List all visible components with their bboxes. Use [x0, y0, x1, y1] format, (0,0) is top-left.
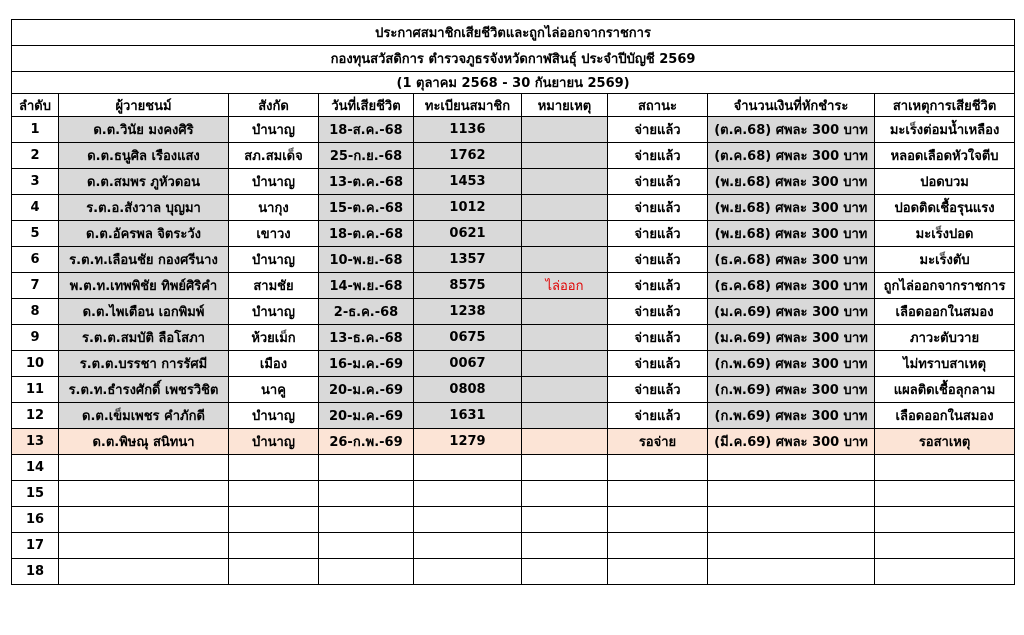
table-row [12, 273, 1015, 299]
cell-cause: ไม่ทราบสาเหตุ [875, 351, 1015, 377]
cell-empty [229, 481, 319, 507]
cell-cause: เลือดออกในสมอง [875, 299, 1015, 325]
cell-name: ด.ต.ธนูศิล เรืองแสง [59, 143, 229, 169]
cell-empty [414, 481, 522, 507]
empty-table-row [12, 481, 1015, 507]
cell-unit: บำนาญ [229, 169, 319, 195]
cell-empty [522, 507, 608, 533]
cell-member-id: 1012 [414, 195, 522, 221]
cell-cause: ปอดบวม [875, 169, 1015, 195]
cell-unit: เมือง [229, 351, 319, 377]
cell-member-id: 1279 [414, 429, 522, 455]
cell-member-id: 0067 [414, 351, 522, 377]
cell-death-date: 26-ก.พ.-69 [319, 429, 414, 455]
cell-member-id: 0621 [414, 221, 522, 247]
cell-cause: มะเร็งปอด [875, 221, 1015, 247]
table-row [12, 299, 1015, 325]
cell-unit: สามชัย [229, 273, 319, 299]
announcement-sheet [11, 19, 1014, 585]
cell-no: 4 [12, 195, 59, 221]
cell-status: จ่ายแล้ว [608, 169, 708, 195]
cell-member-id: 1453 [414, 169, 522, 195]
cell-death-date: 25-ก.ย.-68 [319, 143, 414, 169]
cell-no: 13 [12, 429, 59, 455]
cell-cause: มะเร็งตับ [875, 247, 1015, 273]
cell-name: ด.ต.วินัย มงคงศิริ [59, 117, 229, 143]
cell-no: 8 [12, 299, 59, 325]
cell-note [522, 221, 608, 247]
cell-status: จ่ายแล้ว [608, 299, 708, 325]
cell-empty [59, 507, 229, 533]
cell-empty [708, 559, 875, 585]
cell-name: ร.ต.ท.เลือนชัย กองศรีนาง [59, 247, 229, 273]
cell-name: ด.ต.อัครพล จิตระวัง [59, 221, 229, 247]
cell-empty [708, 455, 875, 481]
cell-cause: มะเร็งต่อมน้ำเหลือง [875, 117, 1015, 143]
cell-amount: (ก.พ.69) ศพละ 300 บาท [708, 377, 875, 403]
cell-empty [59, 559, 229, 585]
cell-unit: นาคู [229, 377, 319, 403]
cell-amount: (ก.พ.69) ศพละ 300 บาท [708, 351, 875, 377]
cell-death-date: 2-ธ.ค.-68 [319, 299, 414, 325]
cell-empty [414, 507, 522, 533]
cell-no: 15 [12, 481, 59, 507]
cell-cause: รอสาเหตุ [875, 429, 1015, 455]
table-row [12, 247, 1015, 273]
cell-cause: เลือดออกในสมอง [875, 403, 1015, 429]
cell-status: จ่ายแล้ว [608, 117, 708, 143]
cell-name: ร.ต.ต.สมบัติ ลือโสภา [59, 325, 229, 351]
cell-empty [229, 533, 319, 559]
cell-death-date: 18-ต.ค.-68 [319, 221, 414, 247]
cell-amount: (พ.ย.68) ศพละ 300 บาท [708, 195, 875, 221]
cell-empty [414, 533, 522, 559]
cell-note [522, 195, 608, 221]
cell-cause: หลอดเลือดหัวใจตีบ [875, 143, 1015, 169]
cell-empty [229, 559, 319, 585]
cell-status: จ่ายแล้ว [608, 195, 708, 221]
cell-status: จ่ายแล้ว [608, 351, 708, 377]
table-row [12, 403, 1015, 429]
cell-member-id: 1238 [414, 299, 522, 325]
cell-empty [875, 559, 1015, 585]
cell-note [522, 403, 608, 429]
table-row [12, 377, 1015, 403]
cell-status: จ่ายแล้ว [608, 247, 708, 273]
cell-empty [708, 507, 875, 533]
cell-note [522, 247, 608, 273]
cell-member-id: 0808 [414, 377, 522, 403]
cell-name: ด.ต.เข็มเพชร คำภักดี [59, 403, 229, 429]
table-row [12, 325, 1015, 351]
cell-note [522, 377, 608, 403]
cell-status: จ่ายแล้ว [608, 403, 708, 429]
cell-amount: (ก.พ.69) ศพละ 300 บาท [708, 403, 875, 429]
cell-empty [608, 455, 708, 481]
cell-empty [229, 507, 319, 533]
cell-death-date: 16-ม.ค.-69 [319, 351, 414, 377]
empty-table-row [12, 507, 1015, 533]
table-body [12, 117, 1015, 585]
cell-unit: นากุง [229, 195, 319, 221]
cell-no: 6 [12, 247, 59, 273]
cell-empty [319, 481, 414, 507]
cell-amount: (ม.ค.69) ศพละ 300 บาท [708, 299, 875, 325]
cell-no: 12 [12, 403, 59, 429]
cell-no: 2 [12, 143, 59, 169]
cell-amount: (ต.ค.68) ศพละ 300 บาท [708, 143, 875, 169]
table-row [12, 429, 1015, 455]
cell-name: ร.ต.ต.บรรชา การรัศมี [59, 351, 229, 377]
col-header-member-id: ทะเบียนสมาชิก [414, 94, 522, 117]
cell-empty [608, 559, 708, 585]
cell-amount: (ธ.ค.68) ศพละ 300 บาท [708, 247, 875, 273]
column-header-row [12, 94, 1015, 117]
cell-no: 16 [12, 507, 59, 533]
cell-note [522, 351, 608, 377]
cell-no: 7 [12, 273, 59, 299]
cell-note [522, 325, 608, 351]
cell-cause: ภาวะตับวาย [875, 325, 1015, 351]
cell-status: จ่ายแล้ว [608, 221, 708, 247]
cell-amount: (ม.ค.69) ศพละ 300 บาท [708, 325, 875, 351]
cell-name: ร.ต.อ.สังวาล บุญมา [59, 195, 229, 221]
cell-empty [875, 507, 1015, 533]
cell-empty [608, 533, 708, 559]
members-table [11, 19, 1015, 585]
cell-no: 3 [12, 169, 59, 195]
cell-empty [59, 455, 229, 481]
empty-table-row [12, 559, 1015, 585]
cell-empty [319, 559, 414, 585]
cell-amount: (ต.ค.68) ศพละ 300 บาท [708, 117, 875, 143]
table-row [12, 143, 1015, 169]
cell-empty [319, 507, 414, 533]
cell-unit: บำนาญ [229, 117, 319, 143]
cell-member-id: 0675 [414, 325, 522, 351]
cell-member-id: 1631 [414, 403, 522, 429]
cell-member-id: 1357 [414, 247, 522, 273]
page-subtitle: กองทุนสวัสดิการ ตำรวจภูธรจังหวัดกาฬสินธุ์ ประจำปีบัญชี 2569 [12, 46, 1015, 72]
cell-note [522, 117, 608, 143]
cell-note [522, 299, 608, 325]
cell-death-date: 13-ต.ค.-68 [319, 169, 414, 195]
cell-no: 18 [12, 559, 59, 585]
cell-note [522, 169, 608, 195]
col-header-no: ลำดับ [12, 94, 59, 117]
cell-death-date: 20-ม.ค.-69 [319, 377, 414, 403]
cell-empty [875, 481, 1015, 507]
cell-empty [59, 481, 229, 507]
cell-cause: ปอดติดเชื้อรุนแรง [875, 195, 1015, 221]
cell-empty [708, 533, 875, 559]
cell-no: 14 [12, 455, 59, 481]
cell-empty [708, 481, 875, 507]
cell-no: 10 [12, 351, 59, 377]
cell-unit: เขาวง [229, 221, 319, 247]
cell-name: พ.ต.ท.เทพพิชัย ทิพย์ศิริคำ [59, 273, 229, 299]
cell-no: 11 [12, 377, 59, 403]
cell-unit: บำนาญ [229, 299, 319, 325]
empty-table-row [12, 455, 1015, 481]
col-header-status: สถานะ [608, 94, 708, 117]
cell-unit: บำนาญ [229, 247, 319, 273]
cell-name: ด.ต.พิษณุ สนิทนา [59, 429, 229, 455]
cell-empty [608, 481, 708, 507]
col-header-death-date: วันที่เสียชีวิต [319, 94, 414, 117]
cell-no: 17 [12, 533, 59, 559]
cell-empty [414, 455, 522, 481]
cell-member-id: 1762 [414, 143, 522, 169]
col-header-unit: สังกัด [229, 94, 319, 117]
cell-name: ด.ต.ไพเตือน เอกพิมพ์ [59, 299, 229, 325]
cell-empty [875, 533, 1015, 559]
page-title: ประกาศสมาชิกเสียชีวิตและถูกไล่ออกจากราชการ [12, 20, 1015, 46]
cell-amount: (พ.ย.68) ศพละ 300 บาท [708, 169, 875, 195]
cell-death-date: 13-ธ.ค.-68 [319, 325, 414, 351]
cell-no: 5 [12, 221, 59, 247]
cell-amount: (มี.ค.69) ศพละ 300 บาท [708, 429, 875, 455]
table-row [12, 221, 1015, 247]
cell-death-date: 20-ม.ค.-69 [319, 403, 414, 429]
cell-member-id: 1136 [414, 117, 522, 143]
cell-death-date: 14-พ.ย.-68 [319, 273, 414, 299]
cell-empty [522, 481, 608, 507]
cell-status: จ่ายแล้ว [608, 143, 708, 169]
col-header-cause: สาเหตุการเสียชีวิต [875, 94, 1015, 117]
cell-no: 1 [12, 117, 59, 143]
cell-empty [522, 559, 608, 585]
cell-cause: แผลติดเชื้อลุกลาม [875, 377, 1015, 403]
cell-name: ด.ต.สมพร ภูหัวดอน [59, 169, 229, 195]
cell-empty [608, 507, 708, 533]
cell-empty [522, 533, 608, 559]
cell-empty [522, 455, 608, 481]
cell-note: ไล่ออก [522, 273, 608, 299]
col-header-amount: จำนวนเงินที่หักชำระ [708, 94, 875, 117]
cell-empty [319, 455, 414, 481]
cell-status: จ่ายแล้ว [608, 325, 708, 351]
cell-amount: (ธ.ค.68) ศพละ 300 บาท [708, 273, 875, 299]
cell-death-date: 15-ต.ค.-68 [319, 195, 414, 221]
cell-note [522, 143, 608, 169]
table-row [12, 117, 1015, 143]
cell-empty [414, 559, 522, 585]
cell-empty [59, 533, 229, 559]
cell-empty [229, 455, 319, 481]
cell-amount: (พ.ย.68) ศพละ 300 บาท [708, 221, 875, 247]
table-row [12, 195, 1015, 221]
cell-name: ร.ต.ท.ธำรงศักดิ์ เพชรวิชิต [59, 377, 229, 403]
table-row [12, 169, 1015, 195]
cell-status: รอจ่าย [608, 429, 708, 455]
fiscal-period: (1 ตุลาคม 2568 - 30 กันยายน 2569) [12, 72, 1015, 94]
col-header-note: หมายเหตุ [522, 94, 608, 117]
cell-death-date: 18-ส.ค.-68 [319, 117, 414, 143]
cell-death-date: 10-พ.ย.-68 [319, 247, 414, 273]
cell-unit: บำนาญ [229, 429, 319, 455]
cell-note [522, 429, 608, 455]
cell-status: จ่ายแล้ว [608, 273, 708, 299]
cell-empty [319, 533, 414, 559]
cell-no: 9 [12, 325, 59, 351]
cell-status: จ่ายแล้ว [608, 377, 708, 403]
table-row [12, 351, 1015, 377]
cell-unit: ห้วยเม็ก [229, 325, 319, 351]
cell-member-id: 8575 [414, 273, 522, 299]
col-header-name: ผู้วายชนม์ [59, 94, 229, 117]
cell-unit: บำนาญ [229, 403, 319, 429]
cell-empty [875, 455, 1015, 481]
cell-unit: สภ.สมเด็จ [229, 143, 319, 169]
empty-table-row [12, 533, 1015, 559]
cell-cause: ถูกไล่ออกจากราชการ [875, 273, 1015, 299]
